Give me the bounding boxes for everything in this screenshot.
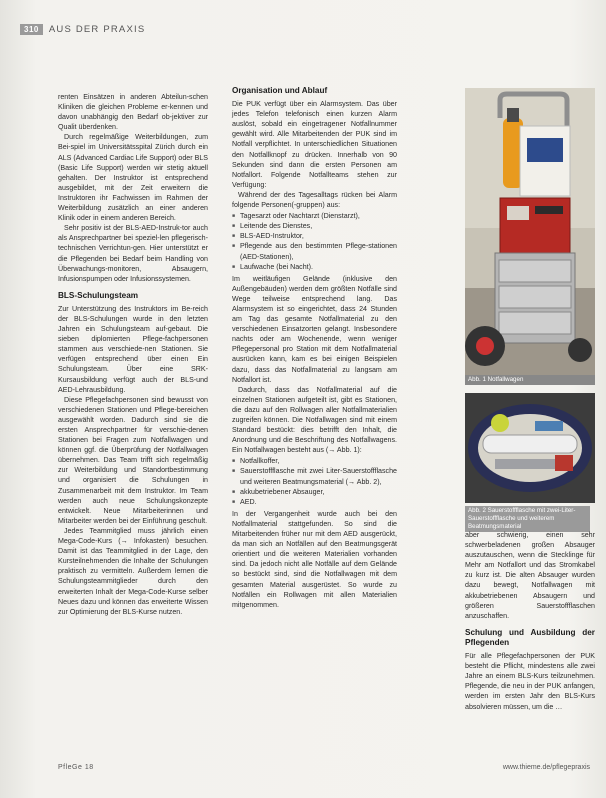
- page-header: [20, 24, 145, 35]
- list-item: ■ BLS-AED-Instruktor,: [232, 231, 397, 241]
- list-item: ■ akkubetriebener Absauger,: [232, 487, 397, 497]
- heading-organisation: Organisation und Ablauf: [232, 86, 328, 95]
- paragraph: Diese Pflegefachpersonen sind bewusst von verschiedenen Stationen und Pflege-bereichen ausgewählt worden. Dadurch sind sie die ersten Ansprechpartner für verschie-denen Stationen bei Fragen zum Notfallwagen und können ggf. die Überprüfung der Notfallwagen übernehmen. Das Team trifft sich regelmäßig zur Weiterbildung und Standortbestimmung und organisiert die Schulungen in Zusammenarbeit mit dem Instruktor. Im Team werden auch neue Schulungskonzepte entwickelt. Neue Mitarbeiterinnen und Mitarbeiter werden bei der Einführung geschult.: [58, 395, 208, 525]
- list-item: ■ Laufwache (bei Nacht).: [232, 262, 397, 272]
- page-number-badge: 310: [20, 24, 43, 35]
- paragraph: In der Vergangenheit wurde auch bei den Notfallmaterial stattgefunden. So sind die Mitarbeitenden früher nur mit dem AED ausgerückt, da man sich an Notfällen auf den Beatmungsgerät orientiert und die weiteren Materialien vorhanden sind. Da jedoch nicht alle Notfälle auf dem Gelände so bestückt sind, sind die Notfallwagen mit dem gesamten Material ausgerüstet. So wurde zu Notfällen ein Rollwagen mit allen Materialien mitgenommen.: [232, 509, 397, 609]
- list-item: ■ Sauerstoffflasche mit zwei Liter-Sauerstoffflasche und weiteren Beatmungsmaterial (→ Abb. 2),: [232, 466, 397, 486]
- paragraph: Jedes Teammitglied muss jährlich einen Mega-Code-Kurs (→ Infokasten) besuchen. Damit ist das Teammitglied in der Lage, den Kursteilnehmenden die Inhalte der Schulungen praktisch zu vermitteln. Außerdem lernen die Schulungsteammitglieder durch den erweiterten Inhalt der Mega-Code-Kurse selber Neues dazu und können das erweiterte Wissen zur Optimierung der BLS-Kurse nutzen.: [58, 526, 208, 616]
- responder-list: [232, 211, 397, 272]
- figure-emergency-cart: [465, 88, 595, 380]
- paragraph: Zur Unterstützung des Instruktors im Be-reich der BLS-Schulungen wurde in den letzten Jahren ein Schulungsteam auf-gebaut. Die sieben diplomierten Pflege-fachpersonen stammen aus verschiede-nen Stationen. Sie verfügen entsprechend über einen Ein Schulungsteam. Über eine SRK-Kursausbildung verfügt auch der BLS-und AED-Lehrausbildung.: [58, 304, 208, 394]
- list-item: ■ Notfallkoffer,: [232, 456, 397, 466]
- figure-1-caption: Abb. 1 Notfallwagen: [465, 375, 595, 385]
- middle-column: [232, 86, 397, 610]
- right-column: [465, 530, 595, 712]
- paragraph: aber schwierig, einen sehr schwerbeladenen großen Absauger auszutauschen, wenn die Stecklinge für Mehr am Notfallort und das Stromkabel zu kurz ist. Die alten Absauger wurden dazu bewegt, Notfallwagen mit akkubetriebenen Absaugern und größeren Sauerstoffflaschen anzuschaffen.: [465, 531, 595, 620]
- left-column: [58, 92, 208, 617]
- list-item: ■ Pflegende aus den bestimmten Pflege-stationen (AED-Stationen),: [232, 241, 397, 261]
- footer-url[interactable]: www.thieme.de/pflegepraxis: [502, 764, 590, 771]
- oxygen-bag-photo: [465, 393, 595, 503]
- list-item: ■ Tagesarzt oder Nachtarzt (Dienstarzt),: [232, 211, 397, 221]
- paragraph: Für alle Pflegefachpersonen der PUK besteht die Pflicht, mindestens alle zwei Jahre an einem BLS-Kurs teilzunehmen. Pflegende, die neu in der PUK anfangen, werden im ersten Jahr den BLS-Kurs absolvieren müssen, um die …: [465, 652, 595, 711]
- section-title: AUS DER PRAXIS: [48, 24, 146, 35]
- emergency-cart-photo: [465, 88, 595, 380]
- paragraph: Im weitläufigen Gelände (inklusive den Außengebäuden) werden dem größten Notfälle sind Wege teilweise entsprechend lang. Das Alarmsystem ist so eingerichtet, dass 24 Stunden am Tag das gesamte Notfallmaterial zu den verschiedenen Einsatzorten gelangt. Insbesondere nachts oder am Wochenende, wenn weniger Pflegepersonal pro Station mit dem Notfallmaterial ausrücken kann, kam es bei einigen Beispielen dazu, dass das Notfallmaterial zu langsam am Notfallort ist.: [232, 274, 397, 384]
- paragraph: Sehr positiv ist der BLS-AED-Instruk-tor auch als Ansprechpartner bei speziel-len pflegerisch-technischen Verrichtun-gen. Hier unterstützt er die Pflegenden bei Bedarf beim Handling von Überwachungs-monitoren, Absaugern, Infusionspumpen oder Infusionssystemen.: [58, 224, 208, 283]
- heading-bls-team: BLS-Schulungsteam: [58, 290, 139, 300]
- paragraph: renten Einsätzen in anderen Abteilun-schen Kliniken die gleichen Probleme er-kennen und davon unabhängig den Bedarf ob-jektiver zur Qualit überdenken.: [58, 93, 208, 132]
- heading-schulung: Schulung und Ausbildung der Pflegenden: [465, 627, 595, 647]
- paragraph: Während der des Tagesalltags rücken bei Alarm folgende Personen(-gruppen) aus:: [232, 190, 397, 210]
- figure-2-caption: Abb. 2 Sauerstoffflasche mit zwei-Liter-Sauerstoffflasche und weiterem Beatmungsmaterial: [465, 506, 590, 532]
- list-item: ■ AED.: [232, 497, 397, 507]
- figure-oxygen-bag: [465, 393, 595, 503]
- paragraph: Die PUK verfügt über ein Alarmsystem. Das über jedes Telefon telefonisch einen kurzen Alarm auslöst, sobald ein eingetragener Notfallnummer gewählt wird. Alle Mitarbeitenden der PUK sind im Notfall verpflichtet. In unterschiedlichen Situationen den Notfallknopf zu drücken. Innerhalb von 90 Sekunden sind dann die ersten Personen am Notfallort. Folgende Notfallteams stehen zur Verfügung:: [232, 100, 397, 189]
- paragraph: Durch regelmäßige Weiterbildungen, zum Bei-spiel im Universitätsspital Zürich durch ein ALS (Advanced Cardiac Life Support) oder BLS (Basic Life Support) werden wir stetig aktuell gehalten. Der Instruktor ist entsprechend ausgebildet, mit der Zeit erweitern die Instruktoren ihr Fachwissen im Rahmen der Weiterbildung zusätzlich an einer anderen Klinik oder in einem anderen Bereich.: [58, 133, 208, 223]
- paragraph: Dadurch, dass das Notfallmaterial auf die einzelnen Stationen aufgeteilt ist, gibt es Stationen, die dazu auf den Rollwagen aller Notfallmaterialien zugreifen können. Die Notfallwagen sind mit einem Standard bestückt: dies betrifft den Inhalt, die Anordnung und die Beschriftung des Notfallwagens. Ein Notfallwagen besteht aus (→ Abb. 1):: [232, 385, 397, 455]
- footer-journal: PfleGe 18: [58, 764, 94, 771]
- list-item: ■ Leitende des Dienstes,: [232, 221, 397, 231]
- equipment-list: [232, 456, 397, 506]
